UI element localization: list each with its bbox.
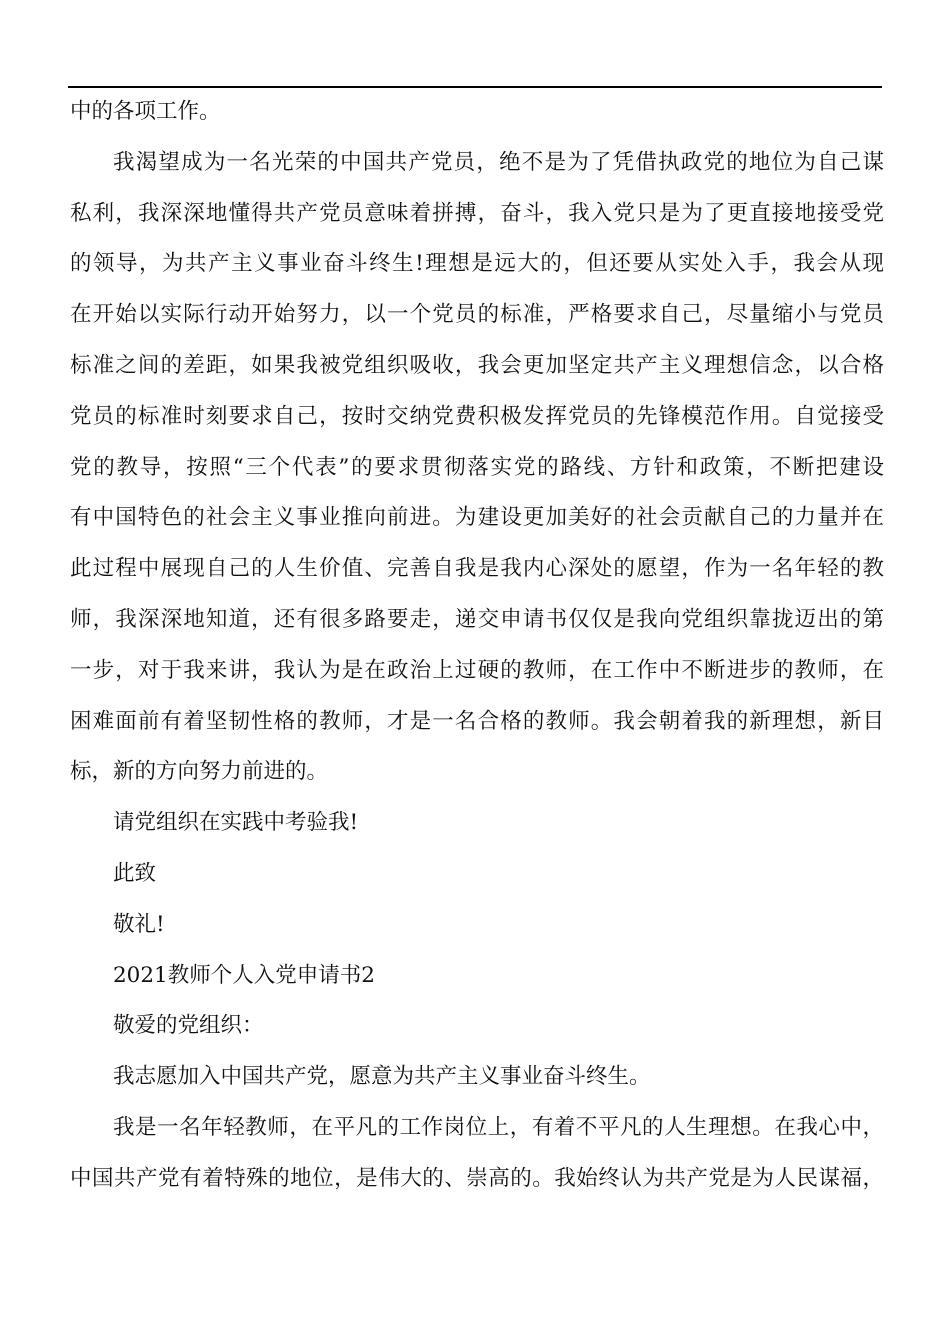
- text-line: 敬爱的党组织：: [113, 1013, 264, 1039]
- document-body: [70, 92, 884, 1210]
- text-line: 党员的标准时刻要求自己，按时交纳党费积极发挥党员的先锋模范作用。自觉接受: [70, 403, 884, 429]
- text-line: 我志愿加入中国共产党，愿意为共产主义事业奋斗终生。: [113, 1064, 651, 1090]
- text-line: 困难面前有着坚韧性格的教师，才是一名合格的教师。我会朝着我的新理想，新目: [70, 708, 884, 734]
- text-line: 一步，对于我来讲，我认为是在政治上过硬的教师，在工作中不断进步的教师，在: [70, 657, 884, 683]
- text-line: 2021教师个人入党申请书2: [113, 962, 375, 988]
- text-line: 在开始以实际行动开始努力，以一个党员的标准，严格要求自己，尽量缩小与党员: [70, 302, 884, 328]
- text-line: 师，我深深地知道，还有很多路要走，递交申请书仅仅是我向党组织靠拢迈出的第: [70, 606, 884, 632]
- text-line: 党的教导，按照“三个代表”的要求贯彻落实党的路线、方针和政策，不断把建设: [70, 454, 884, 480]
- text-line: 私利，我深深地懂得共产党员意味着拼搏，奋斗，我入党只是为了更直接地接受党: [70, 200, 884, 226]
- text-line: 此过程中展现自己的人生价值、完善自我是我内心深处的愿望，作为一名年轻的教: [70, 556, 884, 582]
- text-line: 此致: [113, 860, 157, 886]
- text-line: 敬礼!: [113, 911, 165, 937]
- text-line: 我渴望成为一名光荣的中国共产党员，绝不是为了凭借执政党的地位为自己谋: [113, 149, 884, 175]
- text-line: 的领导，为共产主义事业奋斗终生!理想是远大的，但还要从实处入手，我会从现: [70, 251, 884, 277]
- text-line: 中国共产党有着特殊的地位，是伟大的、崇高的。我始终认为共产党是为人民谋福，: [70, 1165, 884, 1191]
- text-line: 我是一名年轻教师，在平凡的工作岗位上，有着不平凡的人生理想。在我心中，: [113, 1114, 884, 1140]
- text-line: 有中国特色的社会主义事业推向前进。为建设更加美好的社会贡献自己的力量并在: [70, 505, 884, 531]
- text-line: 中的各项工作。: [70, 99, 221, 124]
- text-line: 标准之间的差距，如果我被党组织吸收，我会更加坚定共产主义理想信念，以合格: [70, 352, 884, 378]
- header-rule: [68, 86, 882, 88]
- text-line: 标，新的方向努力前进的。: [70, 759, 329, 785]
- text-line: 请党组织在实践中考验我!: [113, 810, 359, 836]
